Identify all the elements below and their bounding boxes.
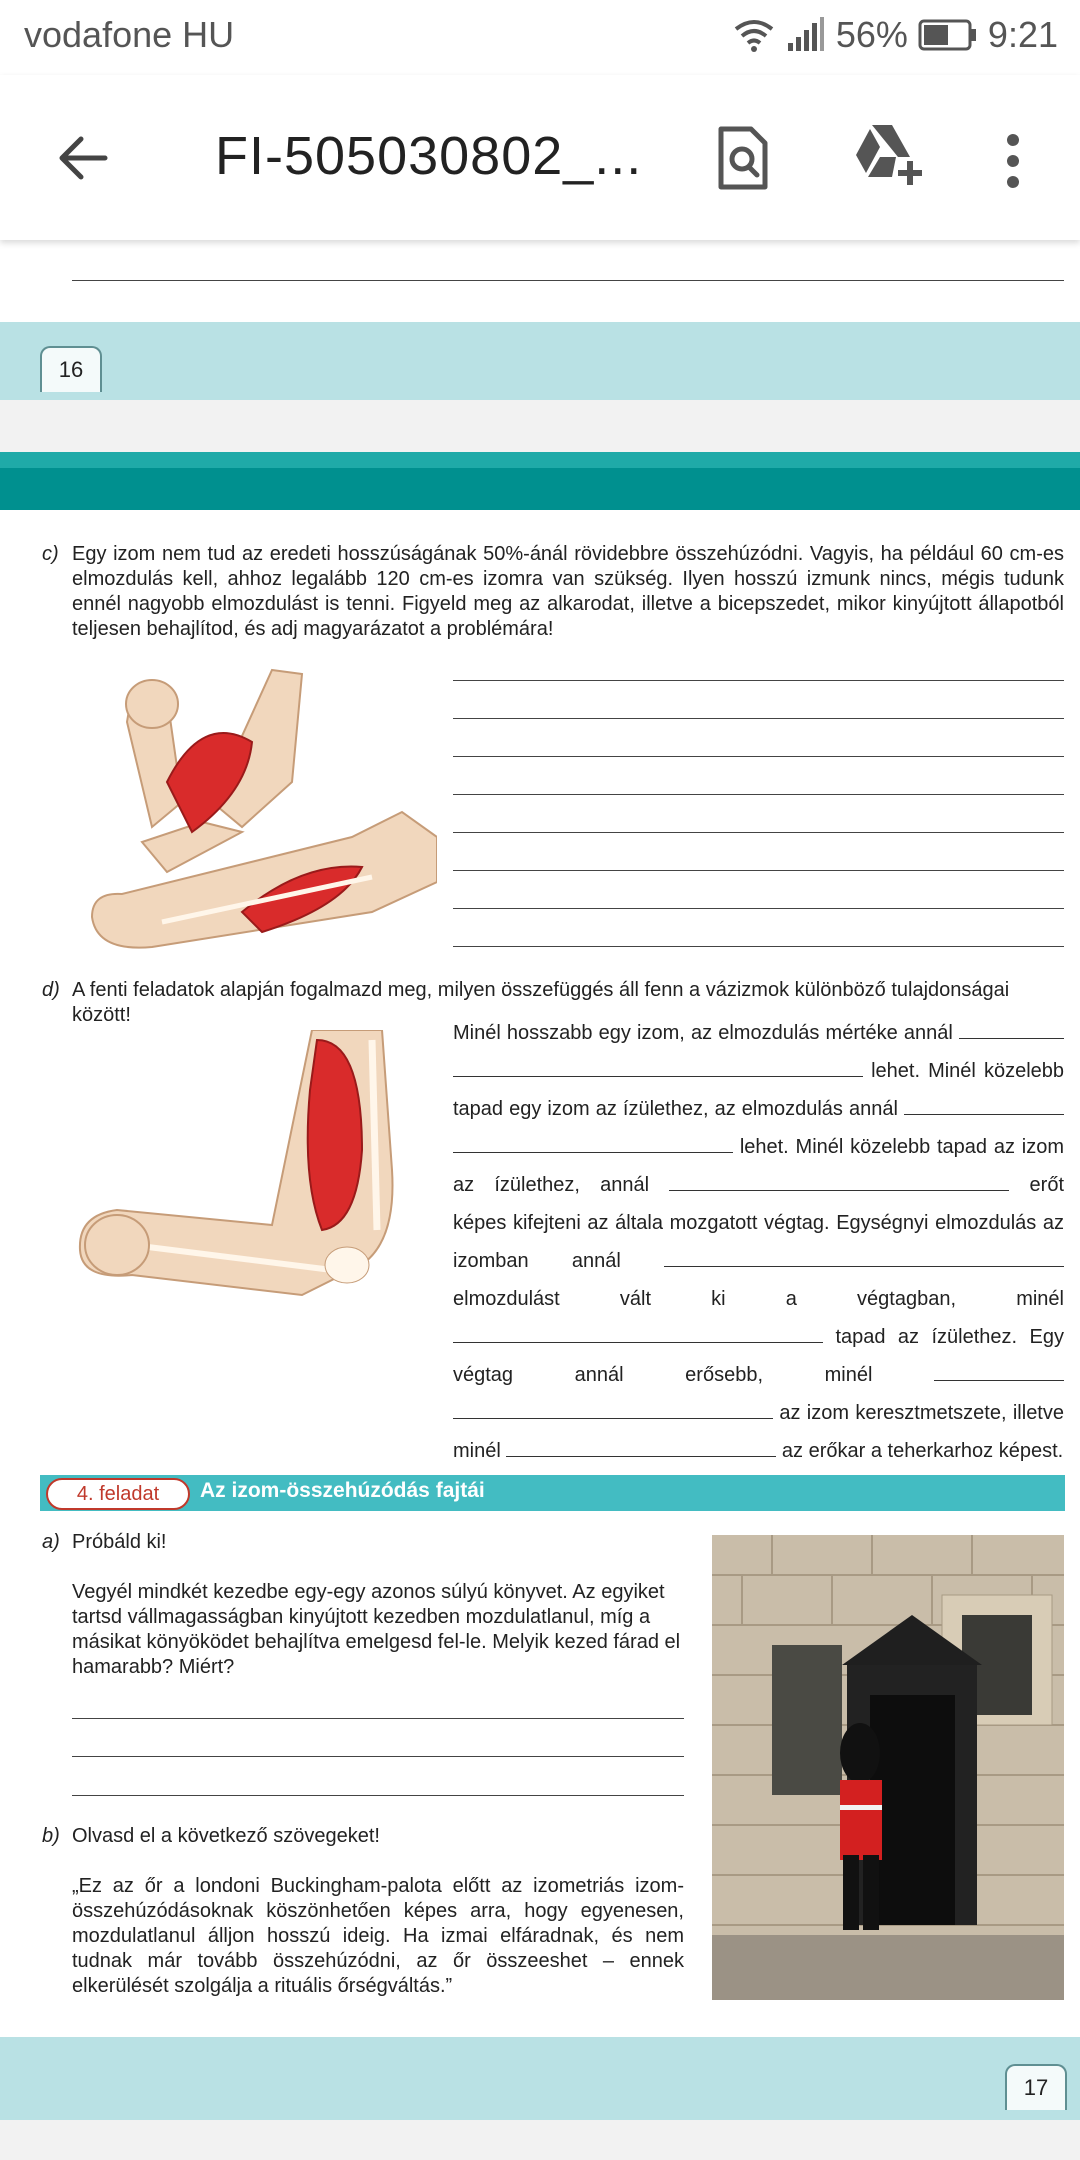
app-toolbar xyxy=(0,75,1080,240)
blank-field[interactable] xyxy=(904,1096,1064,1115)
blank-field[interactable] xyxy=(669,1172,1009,1191)
search-document-icon[interactable] xyxy=(715,125,771,191)
page-header-band xyxy=(0,452,1080,510)
wifi-icon xyxy=(732,17,776,53)
answer-line xyxy=(72,1795,684,1796)
status-indicators xyxy=(732,14,1058,56)
blank-field[interactable] xyxy=(664,1248,1064,1267)
answer-line xyxy=(453,718,1064,719)
fill-text: lehet. Minél közelebb tapad egy izom az ízülethez, az elmozdulás annál xyxy=(453,1060,1064,1120)
task-c xyxy=(42,542,1064,642)
answer-line xyxy=(72,1756,684,1757)
fill-text: lehet. Minél közelebb tapad az izom az ízülethez, annál xyxy=(453,1136,1064,1196)
fill-text: tapad az ízülethez. Egy végtag annál erősebb, minél xyxy=(453,1326,1064,1386)
answer-line xyxy=(453,756,1064,757)
task-letter: b) xyxy=(42,1825,60,1847)
answer-line xyxy=(72,1718,684,1719)
clock: 9:21 xyxy=(987,14,1058,55)
answer-line xyxy=(453,870,1064,871)
task-c-text: Egy izom nem tud az eredeti hosszúságának 50%-ánál rövidebbre összehúzódni. Vagyis, ha például 60 cm-es elmozdulás kell, ahhoz legalább 120 cm-es izomra van szükség. Ilyen hosszú izmunk nincs, mégis tudunk ennél nagyobb elmozdulást is tenni. Figyeld meg az alkarodat, illetve a bicepszedet, mikor kinyújtott állapotból teljesen behajlítod, és adj magyarázatot a problémára! xyxy=(72,543,1064,640)
task-a-heading: Próbáld ki! xyxy=(72,1531,167,1553)
answer-line xyxy=(72,280,1064,281)
answer-line xyxy=(453,908,1064,909)
answer-line xyxy=(453,794,1064,795)
page-number: 16 xyxy=(40,346,102,392)
page-17-footer xyxy=(0,2037,1080,2120)
answer-line xyxy=(453,946,1064,947)
fill-in-text xyxy=(453,1014,1064,1470)
task-a-text: Vegyél mindkét kezedbe egy-egy azonos súlyú könyvet. Az egyiket tartsd vállmagasságban kinyújtott kezedben mozdulatlanul, míg a másikat könyöködet behajlítva emelgesd fel-le. Melyik kezed fárad el hamarabb? Miért? xyxy=(72,1581,681,1678)
arm-flexed-extended-illustration xyxy=(72,662,437,967)
fill-text: az erőkar a teherkarhoz képest. xyxy=(781,1440,1064,1462)
fill-text: erőt képes kifejteni az általa mozgatott végtag. Egységnyi elmozdulás az izomban annál xyxy=(453,1174,1064,1272)
answer-line xyxy=(453,832,1064,833)
task-letter: c) xyxy=(42,543,59,565)
more-vert-icon[interactable] xyxy=(1003,133,1023,189)
document-title: FI-505030802_... xyxy=(215,126,643,186)
blank-field[interactable] xyxy=(934,1362,1064,1381)
flexed-arm-biceps-illustration xyxy=(72,1030,427,1305)
task-a xyxy=(42,1530,684,1680)
carrier-name: vodafone HU xyxy=(24,14,235,55)
task-badge: 4. feladat xyxy=(46,1478,190,1510)
fill-text: elmozdulást vált ki a végtagban, minél xyxy=(453,1288,1064,1310)
blank-field[interactable] xyxy=(453,1324,823,1343)
page-number: 17 xyxy=(1005,2064,1067,2110)
page-16-footer xyxy=(0,322,1080,400)
task-b-quote: „Ez az őr a londoni Buckingham-palota előtt az izometriás izom-összehúzódásoknak köszönhetően képes arra, hogy egyenesen, mozdulatlanul álljon hosszú ideig. Ha izmai elfáradnak, és nem tudnak már tovább összehúzódni, az őr összeeshet – ennek elkerülését szolgálja a rituális őrségváltás.” xyxy=(72,1875,684,1997)
task-b-heading: Olvasd el a következő szövegeket! xyxy=(72,1825,380,1847)
blank-field[interactable] xyxy=(453,1400,773,1419)
blank-field[interactable] xyxy=(506,1438,776,1457)
add-to-drive-icon[interactable] xyxy=(852,121,924,187)
task-d-text: A fenti feladatok alapján fogalmazd meg, milyen összefüggés áll fenn a vázizmok különböző tulajdonságai között! xyxy=(72,979,1010,1026)
fill-text: az izom keresztmetszete, illetve minél xyxy=(453,1402,1064,1462)
task-b xyxy=(42,1824,684,1999)
fill-text: Minél hosszabb egy izom, az elmozdulás mértéke annál xyxy=(453,1022,953,1044)
battery-percent: 56% xyxy=(835,14,908,55)
signal-icon xyxy=(786,17,826,53)
task-letter: d) xyxy=(42,979,60,1001)
task-letter: a) xyxy=(42,1531,60,1553)
blank-field[interactable] xyxy=(959,1020,1064,1039)
status-bar xyxy=(0,0,1080,75)
back-arrow-icon[interactable] xyxy=(55,133,109,183)
answer-line xyxy=(453,680,1064,681)
task-title: Az izom-összehúzódás fajtái xyxy=(200,1479,485,1502)
guard-photo xyxy=(712,1535,1064,2000)
battery-icon xyxy=(918,19,978,51)
blank-field[interactable] xyxy=(453,1058,863,1077)
blank-field[interactable] xyxy=(453,1134,733,1153)
task-4-header xyxy=(40,1475,1065,1511)
